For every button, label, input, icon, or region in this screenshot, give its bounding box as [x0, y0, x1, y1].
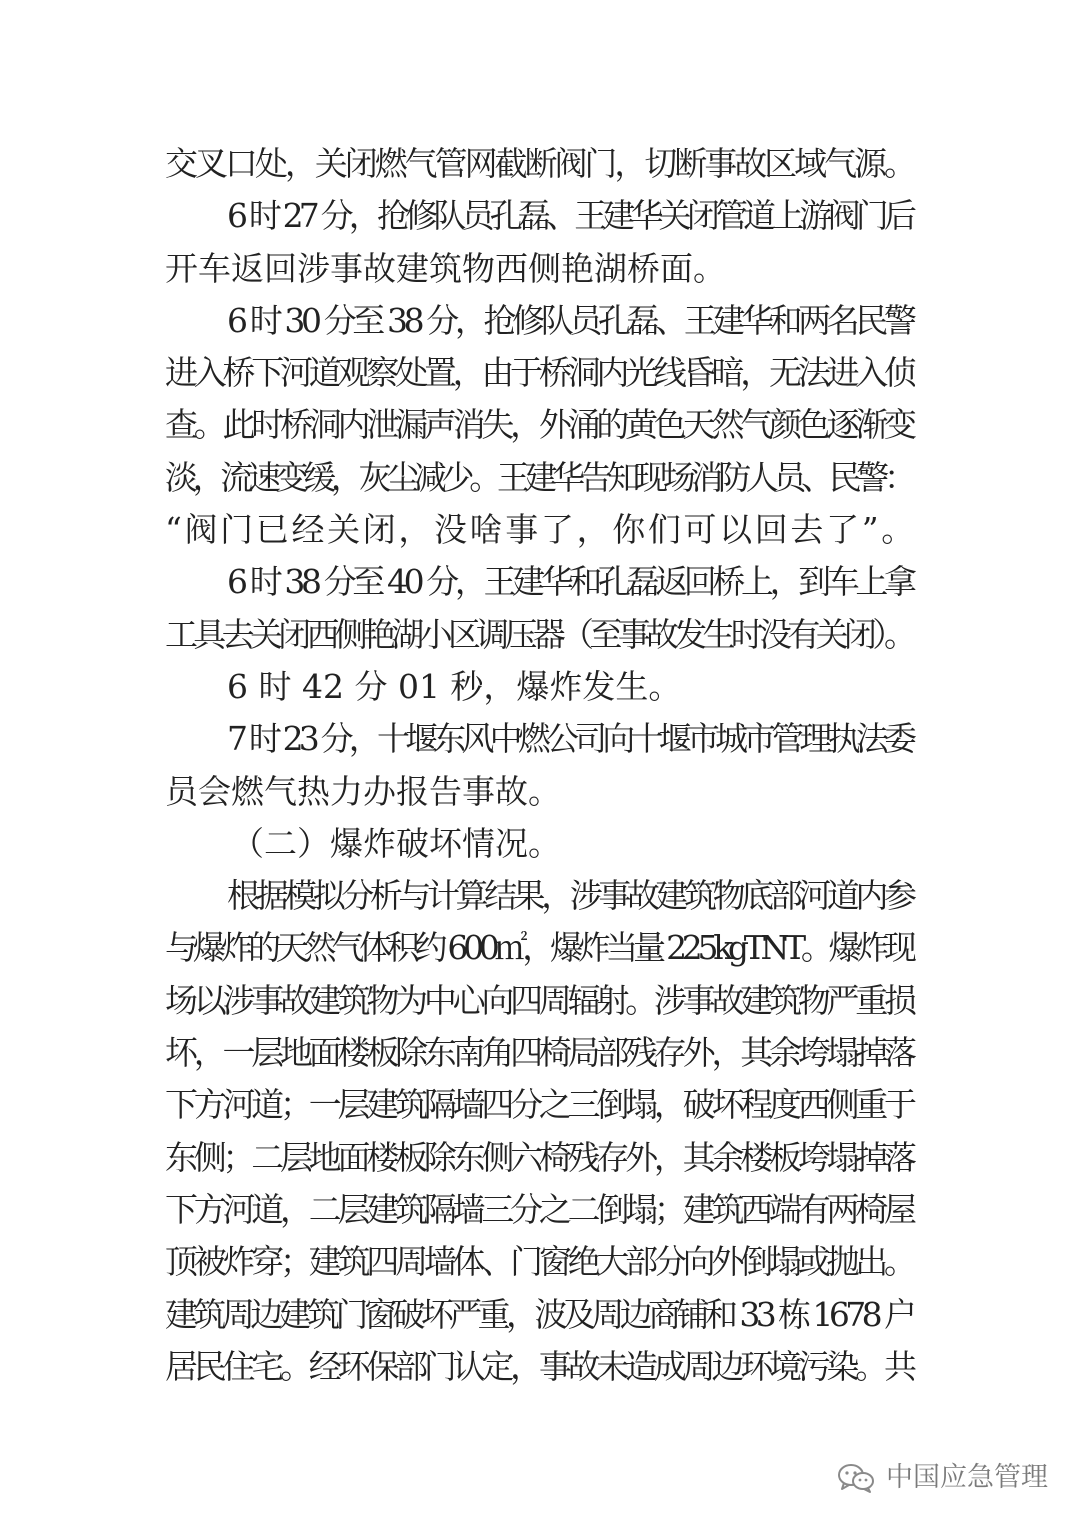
- text-line: 东侧；二层地面楼板除东侧六椅残存外，其余楼板垮塌掉落: [165, 1137, 913, 1177]
- text-line: 进入桥下河道观察处置，由于桥洞内光线昏暗，无法进入侦: [165, 353, 913, 393]
- text-line: 与爆炸的天然气体积约 600㎡，爆炸当量 225kgTNT。爆炸现: [165, 928, 912, 968]
- text-line: 下方河道，二层建筑隔墙三分之二倒塌；建筑西端有两椅屋: [165, 1189, 913, 1229]
- text-line: 工具去关闭西侧艳湖小区调压器（至事故发生时没有关闭）。: [165, 614, 913, 654]
- text-line: 6 时 27 分，抢修队员孔磊、王建华关闭管道上游阀门后: [227, 196, 913, 236]
- document-body: [165, 138, 917, 1393]
- text-line: 员会燃气热力办报告事故。: [165, 771, 561, 811]
- watermark: [836, 1458, 1048, 1498]
- text-line: 建筑周边建筑门窗破坏严重，波及周边商铺和 33 栋 1678 户: [165, 1294, 913, 1334]
- text-line: 查。此时桥洞内泄漏声消失，外涌的黄色天然气颜色逐渐变: [165, 405, 913, 445]
- text-line: “阀门已经关闭，没啥事了，你们可以回去了”。: [165, 510, 917, 550]
- text-line: 根据模拟分析与计算结果，涉事故建筑物底部河道内参: [227, 876, 913, 916]
- text-line: 开车返回涉事故建筑物西侧艳湖桥面。: [165, 248, 726, 288]
- document-page: [165, 138, 917, 1393]
- text-line: 场以涉事故建筑物为中心向四周辐射。涉事故建筑物严重损: [165, 980, 913, 1020]
- wechat-icon: [836, 1462, 876, 1494]
- section-heading: （二）爆炸破坏情况。: [231, 823, 561, 863]
- text-line: 6 时 30 分至 38 分，抢修队员孔磊、王建华和两名民警: [227, 300, 913, 340]
- text-line: 7 时 23 分，十堰东风中燃公司向十堰市城市管理执法委: [227, 719, 913, 759]
- watermark-text: 中国应急管理: [886, 1462, 1048, 1493]
- text-line: 顶被炸穿；建筑四周墙体、门窗绝大部分向外倒塌或抛出。: [165, 1242, 913, 1282]
- text-line: 居民住宅。经环保部门认定，事故未造成周边环境污染。共: [165, 1346, 913, 1386]
- text-line: 淡，流速变缓，灰尘减少。王建华告知现场消防人员、民警：: [165, 457, 912, 497]
- text-line: 交叉口处，关闭燃气管网截断阀门，切断事故区域气源。: [165, 144, 914, 183]
- text-line: 6 时 42 分 01 秒，爆炸发生。: [227, 666, 682, 706]
- text-line: 下方河道；一层建筑隔墙四分之三倒塌，破坏程度西侧重于: [165, 1085, 913, 1125]
- text-line: 6 时 38 分至 40 分，王建华和孔磊返回桥上，到车上拿: [227, 562, 913, 602]
- text-line: 坏，一层地面楼板除东南角四椅局部残存外，其余垮塌掉落: [165, 1033, 913, 1073]
